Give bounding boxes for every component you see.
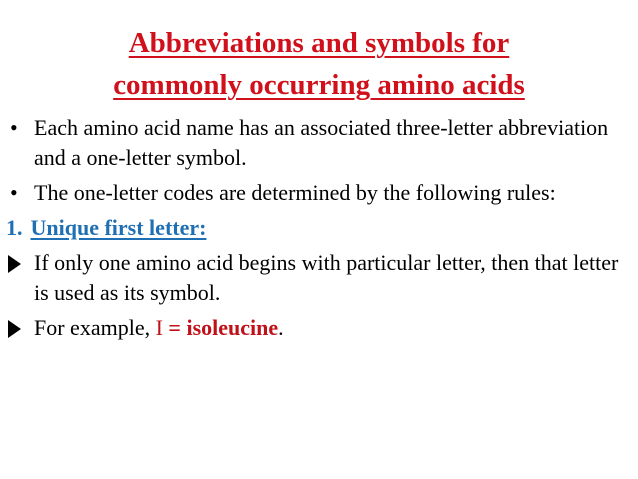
arrow-bullet-icon (2, 313, 15, 343)
slide-body (0, 113, 632, 348)
bullet-text: The one-letter codes are determined by the following rules: (34, 180, 556, 205)
arrow-item (0, 248, 632, 308)
example-equals: = (162, 315, 187, 340)
slide-title-line-2: commonly occurring amino acids (113, 69, 525, 101)
example-suffix: . (278, 315, 284, 340)
rule-number: 1. (6, 215, 23, 240)
example-prefix: For example, (34, 315, 156, 340)
arrow-bullet-icon (2, 248, 15, 278)
slide-title-line-1: Abbreviations and symbols for (128, 27, 510, 59)
example-name: isoleucine (186, 315, 279, 340)
bullet-marker: • (10, 180, 18, 205)
example-code: I (155, 315, 163, 340)
slide-title (0, 22, 638, 106)
bullet-marker: • (10, 115, 18, 140)
bullet-item (0, 113, 632, 173)
rule-heading-text: Unique first letter: (30, 215, 207, 240)
example-item (0, 313, 632, 343)
bullet-item (0, 178, 632, 208)
bullet-text: Each amino acid name has an associated three-letter abbreviation and a one-letter symbol. (34, 115, 609, 170)
arrow-item-text: If only one amino acid begins with particular letter, then that letter is used as its symbol. (34, 250, 619, 305)
rule-heading (0, 213, 632, 243)
